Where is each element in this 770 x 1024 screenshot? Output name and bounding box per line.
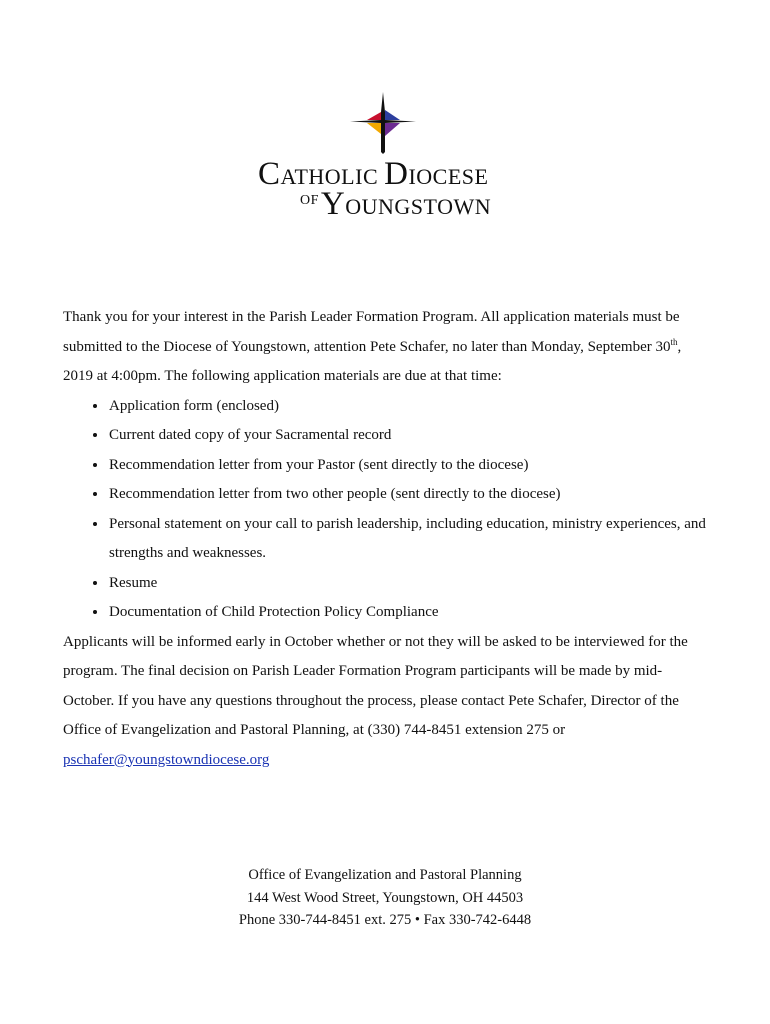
list-item: • Recommendation letter from two other people (sent directly to the diocese) [108, 480, 713, 510]
street-address: 144 West Wood Street, Youngstown, OH 44503 [246, 889, 524, 906]
phone-fax: Phone 330-744-8451 ext. 275 • Fax 330-742-6448 [238, 912, 532, 928]
intro-paragraph: Thank you for your interest in the Parish Leader Formation Program. All application materials must be submitted to the Diocese of Youngstown, attention Pete Schafer, no later than Monday, September 30th, 2019 at 4:00pm. The following application materials are due at that time: [63, 309, 682, 384]
office-name: Office of Evangelization and Pastoral Planning [248, 867, 522, 883]
materials-list [63, 392, 713, 628]
list-item: • Current dated copy of your Sacramental record [108, 421, 713, 451]
list-item: • Application form (enclosed) [108, 392, 713, 422]
logo-line-1: CATHOLIC DIOCESE [258, 156, 489, 192]
list-item: • Personal statement on your call to parish leadership, including education, ministry experiences, and strengths and weaknesses. [108, 510, 713, 569]
letter-body [63, 303, 713, 775]
email-link[interactable]: pschafer@youngstowndiocese.org [63, 751, 270, 768]
list-item: • Recommendation letter from your Pastor (sent directly to the diocese) [108, 451, 713, 481]
logo-line-2: $^{OF}$YOUNGSTOWN [300, 186, 492, 222]
list-item: • Resume [108, 569, 713, 599]
diocese-logo [258, 92, 508, 222]
closing-paragraph: Applicants will be informed early in October whether or not they will be asked to be interviewed for the program. The final decision on Parish Leader Formation Program participants will be made by mid-October. If you have any questions throughout the process, please contact Pete Schafer, Director of the Office of Evangelization and Pastoral Planning, at (330) 744-8451 extension 275 or pschafer@youngstowndiocese.org [63, 633, 688, 768]
cross-icon [348, 92, 418, 154]
list-item: • Documentation of Child Protection Policy Compliance [108, 598, 713, 628]
footer-address [0, 864, 770, 932]
